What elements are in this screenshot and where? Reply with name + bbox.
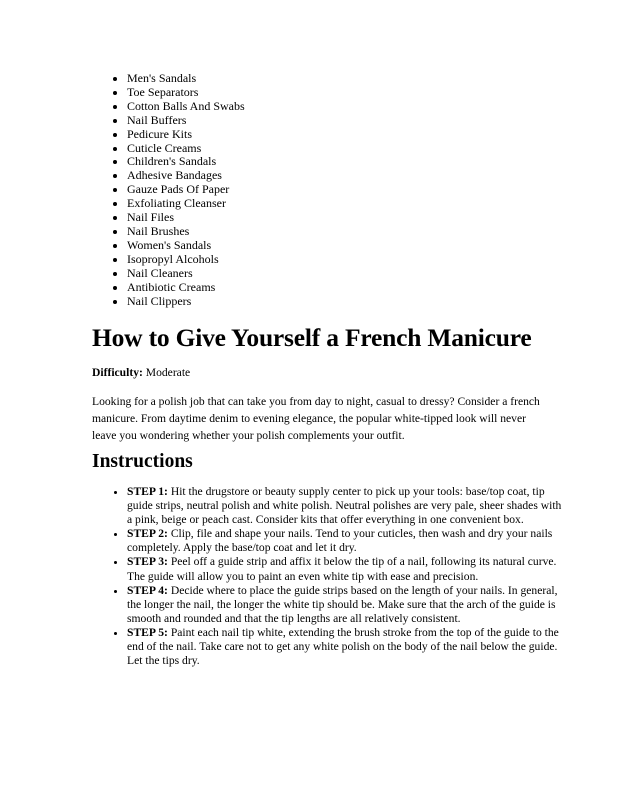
step-text: Paint each nail tip white, extending the brush stroke from the top of the guide to the end of the nail. Take care not to get any white polish on the body of the nail below the guide. Let the tips dry. <box>127 625 559 668</box>
difficulty-label: Difficulty: <box>92 366 143 379</box>
step-item <box>127 527 567 555</box>
step-label: STEP 4: <box>127 583 168 597</box>
list-item: • Toe Separators <box>127 86 567 100</box>
list-item: • Nail Files <box>127 211 567 225</box>
step-text: Hit the drugstore or beauty supply center to pick up your tools: base/top coat, tip guide strips, neutral polish and white polish. Neutral polishes are very pale, sheer shades with a pink, beige or peach cast. Consider kits that offer everything in one convenient box. <box>127 485 562 527</box>
list-item: • Isopropyl Alcohols <box>127 253 567 267</box>
list-item: • Children's Sandals <box>127 155 567 169</box>
list-item: • Nail Clippers <box>127 295 567 309</box>
list-item: • Nail Cleaners <box>127 267 567 281</box>
step-label: STEP 5: <box>127 625 168 639</box>
step-item <box>127 626 567 668</box>
list-item: • Women's Sandals <box>127 239 567 253</box>
list-item: • Gauze Pads Of Paper <box>127 183 567 197</box>
product-list <box>92 72 567 308</box>
step-item <box>127 485 567 527</box>
step-text: Decide where to place the guide strips based on the length of your nails. In general, the longer the nail, the longer the white tip should be. Make sure that the arch of the guide is smooth and rounded and that the tip lengths are all relatively consistent. <box>127 583 558 625</box>
list-item: • Exfoliating Cleanser <box>127 197 567 211</box>
difficulty-value: Moderate <box>142 366 191 379</box>
list-item: • Antibiotic Creams <box>127 281 567 295</box>
instructions-heading: Instructions <box>92 451 193 472</box>
step-item <box>127 584 567 626</box>
list-item: • Nail Brushes <box>127 225 567 239</box>
list-item: • Pedicure Kits <box>127 128 567 142</box>
step-text: Peel off a guide strip and affix it below the tip of a nail, following its natural curve. The guide will allow you to paint an even white tip with ease and precision. <box>127 555 557 583</box>
step-label: STEP 3: <box>127 555 168 569</box>
list-item: • Nail Buffers <box>127 114 567 128</box>
step-label: STEP 1: <box>127 485 168 498</box>
page-title: How to Give Yourself a French Manicure <box>92 323 532 352</box>
step-item <box>127 555 567 583</box>
intro-paragraph: Looking for a polish job that can take you from day to night, casual to dressy? Consider a french manicure. From daytime denim to evening elegance, the popular white-tipped look will never leave you wondering whether your polish complements your outfit. <box>92 395 540 442</box>
list-item: • Cuticle Creams <box>127 142 567 156</box>
list-item: • Men's Sandals <box>127 72 567 86</box>
list-item: • Adhesive Bandages <box>127 169 567 183</box>
step-text: Clip, file and shape your nails. Tend to your cuticles, then wash and dry your nails completely. Apply the base/top coat and let it dry. <box>127 527 553 555</box>
list-item: • Cotton Balls And Swabs <box>127 100 567 114</box>
difficulty-line <box>92 365 190 381</box>
steps-list <box>92 485 567 668</box>
step-label: STEP 2: <box>127 527 168 541</box>
